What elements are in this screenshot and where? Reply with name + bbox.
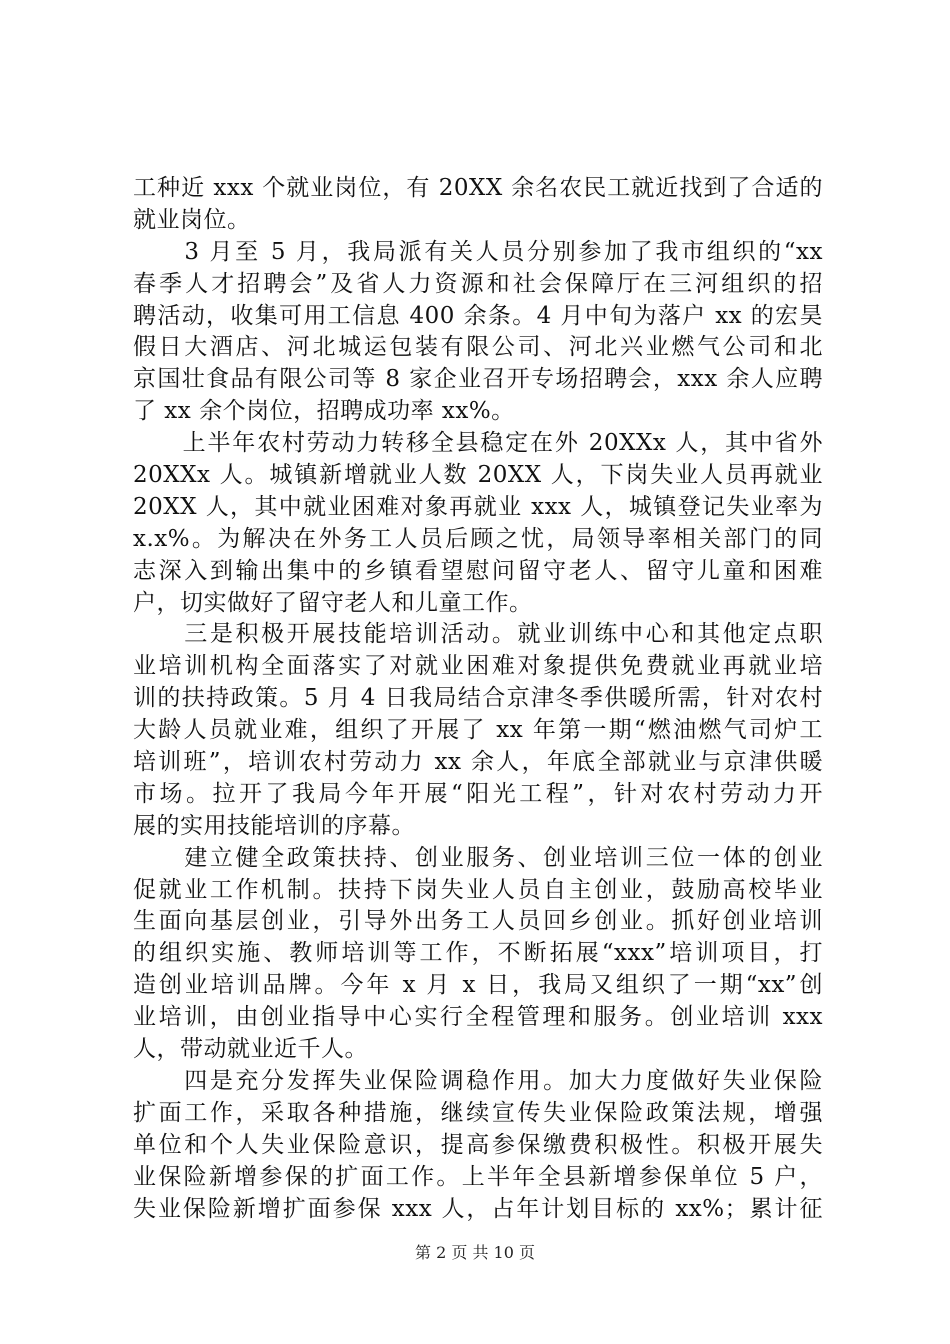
page-number-footer: 第 2 页 共 10 页 [415, 1243, 535, 1262]
text-line: 业培训机构全面落实了对就业困难对象提供免费就业再就业培 [133, 653, 823, 680]
text-line: 工种近 xxx 个就业岗位，有 20XX 余名农民工就近找到了合适的 [133, 175, 823, 201]
text-line: 培训班”，培训农村劳动力 xx 余人，年底全部就业与京津供暖 [133, 749, 823, 776]
text-line: 失业保险新增扩面参保 xxx 人，占年计划目标的 xx%；累计征 [133, 1195, 823, 1222]
text-line: 四是充分发挥失业保险调稳作用。加大力度做好失业保险 [133, 1067, 823, 1094]
text-line: 扩面工作，采取各种措施，继续宣传失业保险政策法规，增强 [133, 1099, 823, 1126]
text-line: 的组织实施、教师培训等工作，不断拓展“xxx”培训项目，打 [133, 940, 823, 967]
text-line: 市场。拉开了我局今年开展“阳光工程”，针对农村劳动力开 [133, 780, 823, 807]
text-line: 了 xx 余个岗位，招聘成功率 xx%。 [133, 398, 515, 425]
text-line: 训的扶持政策。5 月 4 日我局结合京津冬季供暖所需，针对农村 [133, 685, 823, 712]
text-line: 20XX 人，其中就业困难对象再就业 xxx 人，城镇登记失业率为 [133, 493, 823, 520]
text-line: 人，带动就业近千人。 [133, 1036, 368, 1063]
text-line: 业培训，由创业指导中心实行全程管理和服务。创业培训 xxx [133, 1004, 823, 1031]
text-line: 促就业工作机制。扶持下岗失业人员自主创业，鼓励高校毕业 [133, 876, 823, 903]
text-line: 春季人才招聘会”及省人力资源和社会保障厅在三河组织的招 [133, 270, 823, 297]
text-line: 假日大酒店、河北城运包装有限公司、河北兴业燃气公司和北 [133, 334, 823, 361]
text-line: 京国壮食品有限公司等 8 家企业召开专场招聘会，xxx 余人应聘 [133, 366, 823, 393]
text-line: 建立健全政策扶持、创业服务、创业培训三位一体的创业 [133, 844, 823, 871]
document-body [133, 173, 823, 1225]
text-line: 20XXx 人。城镇新增就业人数 20XX 人，下岗失业人员再就业 [133, 462, 823, 489]
text-line: 造创业培训品牌。今年 x 月 x 日，我局又组织了一期“xx”创 [133, 972, 823, 999]
text-line: 志深入到输出集中的乡镇看望慰问留守老人、留守儿童和困难 [133, 557, 823, 584]
text-line: x.x%。为解决在外务工人员后顾之忧，局领导率相关部门的同 [133, 525, 823, 552]
text-line: 聘活动，收集可用工信息 400 余条。4 月中旬为落户 xx 的宏昊 [133, 302, 823, 329]
text-line: 3 月至 5 月，我局派有关人员分别参加了我市组织的“xx [133, 238, 823, 265]
text-line: 单位和个人失业保险意识，提高参保缴费积极性。积极开展失 [133, 1131, 823, 1158]
text-line: 就业岗位。 [133, 206, 251, 233]
text-line: 上半年农村劳动力转移全县稳定在外 20XXx 人，其中省外 [133, 430, 823, 457]
text-line: 户，切实做好了留守老人和儿童工作。 [133, 589, 533, 616]
text-line: 三是积极开展技能培训活动。就业训练中心和其他定点职 [133, 621, 823, 648]
text-line: 生面向基层创业，引导外出务工人员回乡创业。抓好创业培训 [133, 908, 823, 935]
text-line: 大龄人员就业难，组织了开展了 xx 年第一期“燃油燃气司炉工 [133, 717, 823, 744]
text-line: 业保险新增参保的扩面工作。上半年全县新增参保单位 5 户， [133, 1163, 823, 1190]
text-line: 展的实用技能培训的序幕。 [133, 812, 415, 839]
